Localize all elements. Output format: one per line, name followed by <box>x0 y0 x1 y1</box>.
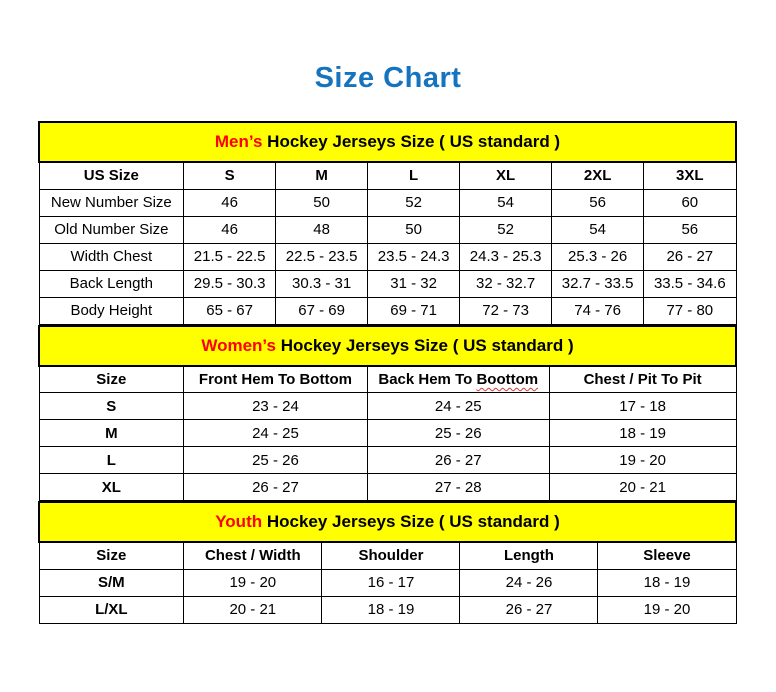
data-cell: 26 - 27 <box>644 243 736 270</box>
column-header: Length <box>460 542 598 569</box>
column-header: US Size <box>39 162 184 189</box>
data-cell: 50 <box>368 216 460 243</box>
data-cell: 69 - 71 <box>368 297 460 324</box>
youth-section-rest: Hockey Jerseys Size ( US standard ) <box>266 512 560 531</box>
data-cell: 65 - 67 <box>184 297 276 324</box>
data-cell: 18 - 19 <box>549 420 736 447</box>
table-row <box>39 569 736 596</box>
column-header-text: Back Hem To <box>378 370 473 388</box>
data-cell: 19 - 20 <box>549 447 736 474</box>
row-label: Back Length <box>39 270 184 297</box>
column-header: Size <box>39 542 184 569</box>
misspelled-word: Boottom <box>476 370 539 388</box>
womens-section-header-row <box>39 326 736 366</box>
column-header: 2XL <box>552 162 644 189</box>
data-cell: 23.5 - 24.3 <box>368 243 460 270</box>
data-cell: 48 <box>276 216 368 243</box>
mens-column-header-row <box>39 162 736 189</box>
data-cell: 33.5 - 34.6 <box>644 270 736 297</box>
youth-column-header-row <box>39 542 736 569</box>
data-cell: 46 <box>184 189 276 216</box>
column-header <box>367 366 549 393</box>
data-cell: 19 - 20 <box>598 596 736 623</box>
table-row <box>39 447 736 474</box>
column-header: Sleeve <box>598 542 736 569</box>
data-cell: 56 <box>644 216 736 243</box>
data-cell: 25 - 26 <box>184 447 368 474</box>
table-row <box>39 474 736 501</box>
row-label: L/XL <box>39 596 184 623</box>
column-header: Size <box>39 366 184 393</box>
row-label: L <box>39 447 184 474</box>
data-cell: 32 - 32.7 <box>460 270 552 297</box>
youth-section-header-row <box>39 502 736 542</box>
data-cell: 52 <box>368 189 460 216</box>
youth-section-header <box>39 502 736 542</box>
table-row <box>39 297 736 324</box>
row-label: XL <box>39 474 184 501</box>
data-cell: 17 - 18 <box>549 393 736 420</box>
data-cell: 26 - 27 <box>184 474 368 501</box>
womens-size-table <box>38 325 737 502</box>
data-cell: 24 - 26 <box>460 569 598 596</box>
womens-section-rest: Hockey Jerseys Size ( US standard ) <box>280 335 574 355</box>
column-header: S <box>184 162 276 189</box>
column-header: Shoulder <box>322 542 460 569</box>
data-cell: 29.5 - 30.3 <box>184 270 276 297</box>
womens-section-header <box>39 326 736 366</box>
data-cell: 56 <box>552 189 644 216</box>
data-cell: 32.7 - 33.5 <box>552 270 644 297</box>
data-cell: 18 - 19 <box>322 596 460 623</box>
row-label: New Number Size <box>39 189 184 216</box>
mens-section-rest: Hockey Jerseys Size ( US standard ) <box>267 132 561 151</box>
data-cell: 67 - 69 <box>276 297 368 324</box>
data-cell: 54 <box>552 216 644 243</box>
row-label: S/M <box>39 569 184 596</box>
table-row <box>39 189 736 216</box>
data-cell: 30.3 - 31 <box>276 270 368 297</box>
data-cell: 22.5 - 23.5 <box>276 243 368 270</box>
table-row <box>39 243 736 270</box>
data-cell: 20 - 21 <box>549 474 736 501</box>
column-header: 3XL <box>644 162 736 189</box>
data-cell: 23 - 24 <box>184 393 368 420</box>
youth-size-table <box>38 501 737 624</box>
column-header: XL <box>460 162 552 189</box>
data-cell: 72 - 73 <box>460 297 552 324</box>
data-cell: 25.3 - 26 <box>552 243 644 270</box>
mens-section-header <box>39 122 736 162</box>
table-row <box>39 216 736 243</box>
data-cell: 54 <box>460 189 552 216</box>
data-cell: 50 <box>276 189 368 216</box>
page-title: Size Chart <box>314 62 462 94</box>
column-header: Chest / Pit To Pit <box>549 366 736 393</box>
row-label: Width Chest <box>39 243 184 270</box>
column-header: M <box>276 162 368 189</box>
data-cell: 21.5 - 22.5 <box>184 243 276 270</box>
column-header: Front Hem To Bottom <box>184 366 368 393</box>
table-row <box>39 393 736 420</box>
data-cell: 26 - 27 <box>460 596 598 623</box>
youth-section-highlight: Youth <box>215 512 263 531</box>
womens-section-highlight: Women’s <box>201 335 276 355</box>
row-label: S <box>39 393 184 420</box>
womens-column-header-row <box>39 366 736 393</box>
size-chart <box>38 121 737 624</box>
data-cell: 16 - 17 <box>322 569 460 596</box>
mens-size-table <box>38 121 737 325</box>
data-cell: 26 - 27 <box>367 447 549 474</box>
data-cell: 77 - 80 <box>644 297 736 324</box>
column-header: Chest / Width <box>184 542 322 569</box>
data-cell: 20 - 21 <box>184 596 322 623</box>
data-cell: 18 - 19 <box>598 569 736 596</box>
row-label: M <box>39 420 184 447</box>
row-label: Old Number Size <box>39 216 184 243</box>
data-cell: 24.3 - 25.3 <box>460 243 552 270</box>
table-row <box>39 596 736 623</box>
data-cell: 74 - 76 <box>552 297 644 324</box>
data-cell: 19 - 20 <box>184 569 322 596</box>
row-label: Body Height <box>39 297 184 324</box>
table-row <box>39 270 736 297</box>
data-cell: 24 - 25 <box>367 393 549 420</box>
mens-section-header-row <box>39 122 736 162</box>
data-cell: 46 <box>184 216 276 243</box>
column-header: L <box>368 162 460 189</box>
data-cell: 31 - 32 <box>368 270 460 297</box>
data-cell: 27 - 28 <box>367 474 549 501</box>
data-cell: 52 <box>460 216 552 243</box>
table-row <box>39 420 736 447</box>
data-cell: 25 - 26 <box>367 420 549 447</box>
data-cell: 24 - 25 <box>184 420 368 447</box>
data-cell: 60 <box>644 189 736 216</box>
mens-section-highlight: Men’s <box>214 132 263 151</box>
